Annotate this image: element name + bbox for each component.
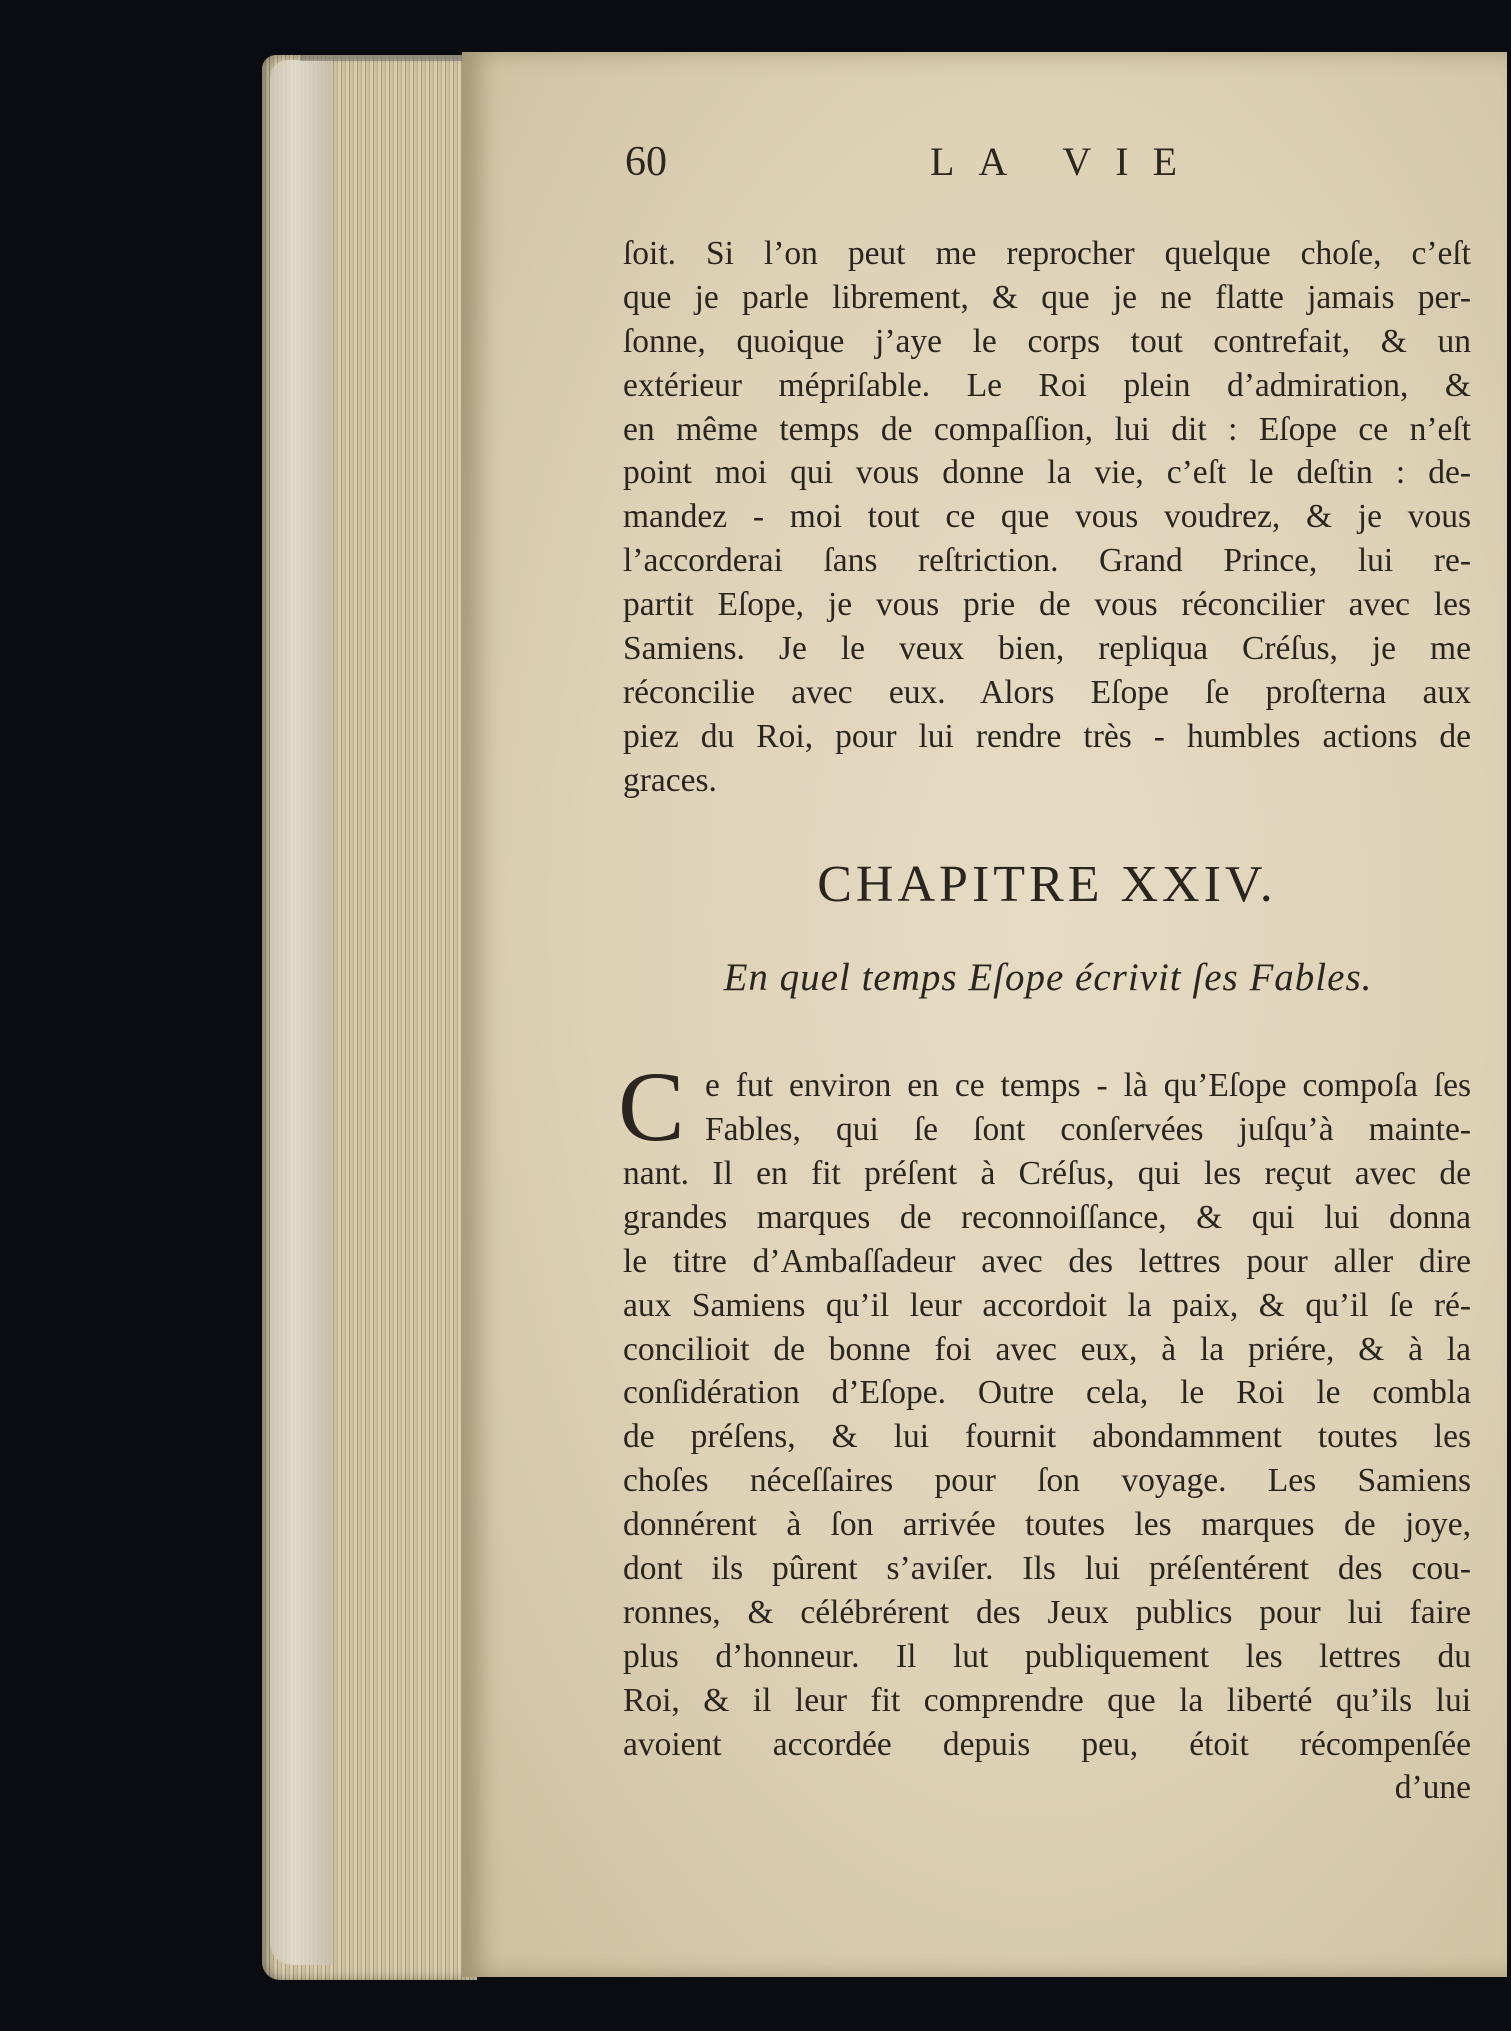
text-line: que je parle librement, & que je ne flatte jamais per- bbox=[623, 278, 1471, 316]
text-line: dont ils pûrent s’aviſer. Ils lui préſentérent des cou- bbox=[623, 1550, 1471, 1588]
text-line: avoient accordée depuis peu, étoit récompenſée bbox=[623, 1725, 1471, 1763]
text-line: Samiens. Je le veux bien, repliqua Créſus, je me bbox=[623, 630, 1471, 668]
text-line: aux Samiens qu’il leur accordoit la paix, & qu’il ſe ré- bbox=[623, 1286, 1471, 1324]
text-line: de préſens, & lui fournit abondamment toutes les bbox=[623, 1418, 1471, 1456]
page-header bbox=[625, 138, 1475, 198]
text-line: e fut environ en ce temps - là qu’Eſope compoſa ſes bbox=[705, 1067, 1471, 1104]
text-line: en même temps de compaſſion, lui dit : Eſope ce n’eſt bbox=[623, 410, 1471, 448]
paragraph-1 bbox=[623, 232, 1471, 803]
text-line: ronnes, & célébrérent des Jeux publics pour lui faire bbox=[623, 1593, 1471, 1631]
text-line: donnérent à ſon arrivée toutes les marques de joye, bbox=[623, 1506, 1471, 1544]
catchword: d’une bbox=[1394, 1769, 1471, 1807]
text-line: piez du Roi, pour lui rendre très - humbles actions de bbox=[623, 717, 1471, 755]
text-line: choſes néceſſaires pour ſon voyage. Les Samiens bbox=[623, 1462, 1471, 1500]
text-line: graces. bbox=[623, 761, 717, 799]
chapter-subtitle: En quel temps Eſope écrivit ſes Fables. bbox=[723, 956, 1373, 999]
text-line: réconcilie avec eux. Alors Eſope ſe proſterna aux bbox=[623, 673, 1471, 711]
text-line: ſonne, quoique j’aye le corps tout contrefait, & un bbox=[623, 322, 1471, 360]
drop-cap: C bbox=[618, 1051, 685, 1162]
text-line: l’accorderai ſans reſtriction. Grand Prince, lui re- bbox=[623, 542, 1471, 580]
text-line: Fables, qui ſe ſont conſervées juſqu’à mainte- bbox=[705, 1110, 1471, 1148]
book-cover-edge bbox=[270, 60, 332, 1965]
text-line: extérieur mépriſable. Le Roi plein d’admiration, & bbox=[623, 366, 1471, 404]
text-line: plus d’honneur. Il lut publiquement les lettres du bbox=[623, 1637, 1471, 1675]
text-line: conſidération d’Eſope. Outre cela, le Roi le combla bbox=[623, 1374, 1471, 1412]
chapter-heading: CHAPITRE XXIV. bbox=[817, 856, 1277, 913]
text-line: mandez - moi tout ce que vous voudrez, & je vous bbox=[623, 498, 1471, 536]
text-line: ſoit. Si l’on peut me reprocher quelque choſe, c’eſt bbox=[623, 235, 1471, 272]
running-title: LA VIE bbox=[930, 139, 1202, 184]
text-line: le titre d’Ambaſſadeur avec des lettres pour aller dire bbox=[623, 1242, 1471, 1280]
page-number: 60 bbox=[625, 139, 667, 185]
paragraph-2-opening bbox=[623, 1064, 1471, 1152]
paragraph-2 bbox=[623, 1152, 1471, 1810]
text-line: concilioit de bonne foi avec eux, à la priére, & à la bbox=[623, 1330, 1471, 1368]
text-line: Roi, & il leur fit comprendre que la liberté qu’ils lui bbox=[623, 1681, 1471, 1719]
text-line: partit Eſope, je vous prie de vous réconcilier avec les bbox=[623, 586, 1471, 624]
text-line: point moi qui vous donne la vie, c’eſt le deſtin : de- bbox=[623, 454, 1471, 492]
text-line: nant. Il en fit préſent à Créſus, qui les reçut avec de bbox=[623, 1155, 1471, 1192]
text-line: grandes marques de reconnoiſſance, & qui lui donna bbox=[623, 1198, 1471, 1236]
